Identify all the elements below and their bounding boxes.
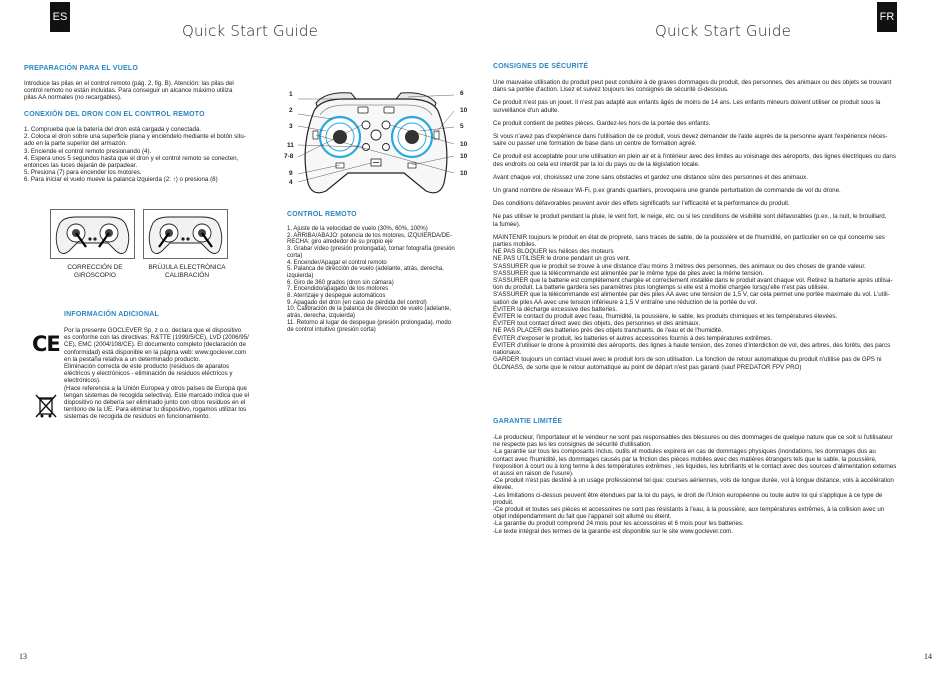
ce-mark-icon: CE	[32, 332, 60, 356]
safety-heading: CONSIGNES DE SÉCURITÉ	[493, 63, 589, 70]
safety-list: MAINTENIR toujours le produit en état de propreté, sans traces de sable, de la poussière et de l'humidité, en particulier en ce qui concerne ses parties mobiles. NE PAS BLOQUER les hélices des moteurs NE PAS UTILISER le drone pendant un gros vent. S'ASSURER que le produit se trouve à une distance d'au moins 3 mètres des personnes, des animaux ou des choses de grande valeur. S'ASSURER que la télécommande est alimentée par le même type de piles avec la même tension. S'ASSURER que la batterie est complètement chargée et correctement installée dans le produit avant chaque vol. Retirez la batterie après utilisa- tion du produit. La batterie gardera ses paramètres plus longtemps si elle est à moitié chargée lorsqu'elle n'est pas utilisée. S'ASSURER que la télécommande est alimentée par des piles AA avec une tension de 1,5 V, car cela permet une portée maximale du vol. L'utili- sation de piles AA avec une tension inférieure à 1,5 V entraîne une réduction de la portée du vol. ÉVITER la décharge excessive des batteries. ÉVITER le contact du produit avec l'eau, l'humidité, la poussière, le sable, les produits chimiques et les températures élevées. ÉVITER tout contact direct avec des objets, des personnes et des animaux. NE PAS PLACER des batteries près des objets tranchants, de l'eau et de l'humidité. ÉVITER d'exposer le produit, les batteries et autres accessoires fournis à des températures extrêmes. ÉVITER d'utiliser le drone à proximité des aéroports, des lignes à haute tension, des zones d'interdiction de vol, des arbres, des forêts, des parcs nationaux. GARDER toujours un contact visuel avec le produit lors de son utilisation. La fonction de retour automatique du produit n'utilise pas de GPS ni GLONASS, de sorte que le retour automatique au point de départ n'est pas garanti (sauf PREDATOR FPV PRO)	[493, 233, 893, 371]
left-page-number: 13	[19, 652, 27, 661]
remote-legend: 1. Ajuste de la velocidad de vuelo (30%, 60%, 100%) 2. ARRIBA/ABAJO: potencia de los motores, IZQUIERDA/DE- RECHA: giro alrededor de su propio eje 3. Grabar vídeo (presión prolongada), tomar fotografía (presión corta) 4. Encender/Apagar el control remoto 5. Palanca de dirección de vuelo (adelante, atrás, derecha, izquierda) 6. Giro de 360 grados (dron sin cámara) 7. Encendido/apagado de los motores 8. Aterrizaje y despegue automáticos 9. Apagado del dron (en caso de pérdida del control) 10. Calibración de la palanca de dirección de vuelo (adelante, atrás, derecha, izquierda) 11. Retorno al lugar de despegue (presión prolongada), modo de control intuitivo (presión corta)	[287, 226, 455, 333]
weee-bin-icon	[34, 393, 58, 419]
callout-9: 9	[289, 170, 293, 177]
connection-heading: CONEXIÓN DEL DRON CON EL CONTROL REMOTO	[24, 111, 205, 118]
callout-10-c: 10	[460, 153, 468, 160]
connection-text: 1. Comprueba que la batería del dron está cargada y conectada. 2. Coloca el dron sobre una superficie plana y enciéndelo mediante el botón situ- ado en la parte superior del armazón. 3. Enciende el control remoto presionando (4). 4. Espera unos 5 segundos hasta que el dron y el control remoto se conecten, entonces las luces dejarán de parpadear. 5. Presiona (7) para encender los motores. 6. Para iniciar el vuelo mueve la palanca izquierda (2: ↑) o presiona (8)	[24, 126, 246, 184]
warranty-heading: GARANTIE LIMITÉE	[493, 418, 563, 425]
right-page-number: 14	[924, 652, 932, 661]
callout-3: 3	[289, 123, 293, 130]
gyro-controller-icon	[50, 209, 135, 259]
callout-7-8: 7-8	[284, 153, 294, 160]
callout-10-b: 10	[460, 141, 468, 148]
callout-6: 6	[460, 90, 464, 97]
callout-5: 5	[460, 123, 464, 130]
info-text: Por la presente GOCLEVER Sp. z o.o. declara que el dispositivo es conforme con las directivas: R&TTE (1999/5/CE), LVD (2006/95/ CE), EMC (2004/108/CE). El documento completo (declaración de conformidad) está disponible en la página web: www.goclever.com en la pestaña relativa a un determinado producto. Eliminación correcta de este producto (residuos de aparatos eléctricos y electrónicos - eliminación de residuos eléctricos y electrónicos). (Hace referencia a la Unión Europea y otros países de Europa que tengan sistemas de recogida selectiva). Este marcado indica que el dispositivo no debería ser eliminado junto con otros residuos en el territorio de la UE. Para eliminar tu dispositivo, rogamos utilizar los sistemas de recogida de residuos en funcionamiento.	[64, 327, 250, 421]
callout-11: 11	[287, 142, 294, 149]
callout-1: 1	[289, 91, 293, 98]
lang-tab-es: ES	[50, 2, 70, 32]
remote-controller-icon	[296, 87, 456, 203]
gyro-caption: CORRECCIÓN DE GIROSCOPIO	[67, 264, 123, 279]
callout-10-a: 10	[460, 107, 468, 114]
safety-text: Une mauvaise utilisation du produit peut peut conduire à de graves dommages du produit, des personnes, des animaux ou des objets se trouvant dans sa portée d'action. Lisez et suivez toujours les consignes de sécurité ci-dessous. Ce produit n'est pas un jouet. Il n'est pas adapté aux enfants âgés de moins de 14 ans. Les enfants mineurs doivent utiliser ce produit sous la surveillance d'un adulte. Ce produit contient de petites pièces. Gardez-les hors de la portée des enfants. Si vous n'avez pas d'expérience dans l'utilisation de ce produit, vous devez demander de l'aide auprès de la personne ayant l'expérience néces- saire ou passer une formation de base dans un centre de formation agréé. Ce produit est acceptable pour une utilisation en plein air et à l'intérieur avec des limites au voisinage des aéroports, des lignes électriques ou dans des endroits où cela est interdit par la loi du pays ou de la législation locale. Avant chaque vol, choisissez une zone sans obstacles et gardez une distance sûre des personnes et des animaux. Un grand nombre de réseaux Wi-Fi, p.ex grands quartiers, provoquera une grande perturbation de commande de vol du drone. Des conditions défavorables peuvent avoir des effets significatifs sur l'efficacité et la performance du produit. Ne pas utiliser le produit pendant la pluie, le vent fort, le neige, etc. ou si les conditions de visibilité sont défavorables (p.ex., la nuit, le brouillard, la fumée). MAINTENIR toujours le produit en état de propreté, sans traces de sable, de la poussière et de l'humidité, en particulier en ce qui concerne ses parties mobiles. NE PAS BLOQUER les hélices des moteurs NE PAS UTILISER le drone pendant un gros vent. S'ASSURER que le produit se trouve à une distance d'au moins 3 mètres des personnes, des animaux ou des choses de grande valeur. S'ASSURER que la télécommande est alimentée par le même type de piles avec la même tension. S'ASSURER que la batterie est complètement chargée et correctement installée dans le produit avant chaque vol. Retirez la batterie après utilisa- tion du produit. La batterie gardera ses paramètres plus longtemps si elle est à moitié chargée lorsqu'elle n'est pas utilisée. S'ASSURER que la télécommande est alimentée par des piles AA avec une tension de 1,5 V, car cela permet une portée maximale du vol. L'utili- sation de piles AA avec une tension inférieure à 1,5 V entraîne une réduction de la portée du vol. ÉVITER la décharge excessive des batteries. ÉVITER le contact du produit avec l'eau, l'humidité, la poussière, le sable, les produits chimiques et les températures élevées. ÉVITER tout contact direct avec des objets, des personnes et des animaux. NE PAS PLACER des batteries près des objets tranchants, de l'eau et de l'humidité. ÉVITER d'exposer le produit, les batteries et autres accessoires fournis à des températures extrêmes. ÉVITER d'utiliser le drone à proximité des aéroports, des lignes à haute tension, des zones d'interdiction de vol, des arbres, des forêts, des parcs nationaux. GARDER toujours un contact visuel avec le produit lors de son utilisation. La fonction de retour automatique du produit n'utilise pas de GPS ni GLONASS, de sorte que le retour automatique au point de départ n'est pas garanti (sauf PREDATOR FPV PRO)	[493, 79, 929, 371]
compass-controller-icon	[143, 209, 228, 259]
callout-4: 4	[289, 179, 293, 186]
warranty-text: -Le producteur, l'importateur et le vendeur ne sont pas responsables des blessures ou des dommages de quelque nature que ce soit si l'utilisateur ne respecte pas les les consignes de sécurité d'utilisation. -La garantie sur tous les composants inclus, outils et modules expirera en cas de dommages physiques (inondations, les dommages dus au contact avec l'humidité, les dommages causés par la friction des pièces mobiles avec des matières étrangers tels que le sable, la poussière, l'exposition à court ou à long terme à des températures extrêmes , les liquides, les lubrifiants et le contact avec des sources d'alimentation externes et aussi en raison de l'usure). -Ce produit n'est pas destiné à un usage professionnel tel que: courses aériennes, vols de longue durée, vol à longue distance, vols à accélération élevée. -Les limitations ci-dessus peuvent être étendues par la loi du pays, le droit de l'Union européenne ou toute autre loi qui s'applique à ce type de produit. -Ce produit et toutes ses pièces et accessoires ne sont pas résistants à l'eau, à la poussière, aux températures extrêmes, à la collision avec un objet indépendamment du fait que l'appareil soit allumé ou éteint. -La garantie du produit comprend 24 mois pour les accessoires et 6 mois pour les batteries. -Le texte intégral des termes de la garantie est disponible sur le site www.goclever.com.	[493, 434, 897, 535]
prep-heading: PREPARACIÓN PARA EL VUELO	[24, 65, 139, 72]
right-page-title: Quick Start Guide	[655, 22, 792, 40]
left-page-title: Quick Start Guide	[182, 22, 319, 40]
remote-heading: CONTROL REMOTO	[287, 211, 357, 218]
callout-10-d: 10	[460, 170, 468, 177]
compass-caption: BRÚJULA ELECTRÓNICA CALIBRACIÓN	[148, 264, 226, 279]
info-heading: INFORMACIÓN ADICIONAL	[64, 311, 159, 318]
callout-2: 2	[289, 107, 293, 114]
up-arrow-icon: ↑	[172, 176, 176, 184]
prep-text: Introduce las pilas en el control remoto (pág. 2, fig. B). Atención: las pilas del control remoto no están incluidas. Para conseguir un alcance máximo utiliza pilas AA normales (no recargables).	[24, 80, 234, 102]
lang-tab-fr: FR	[877, 2, 897, 32]
